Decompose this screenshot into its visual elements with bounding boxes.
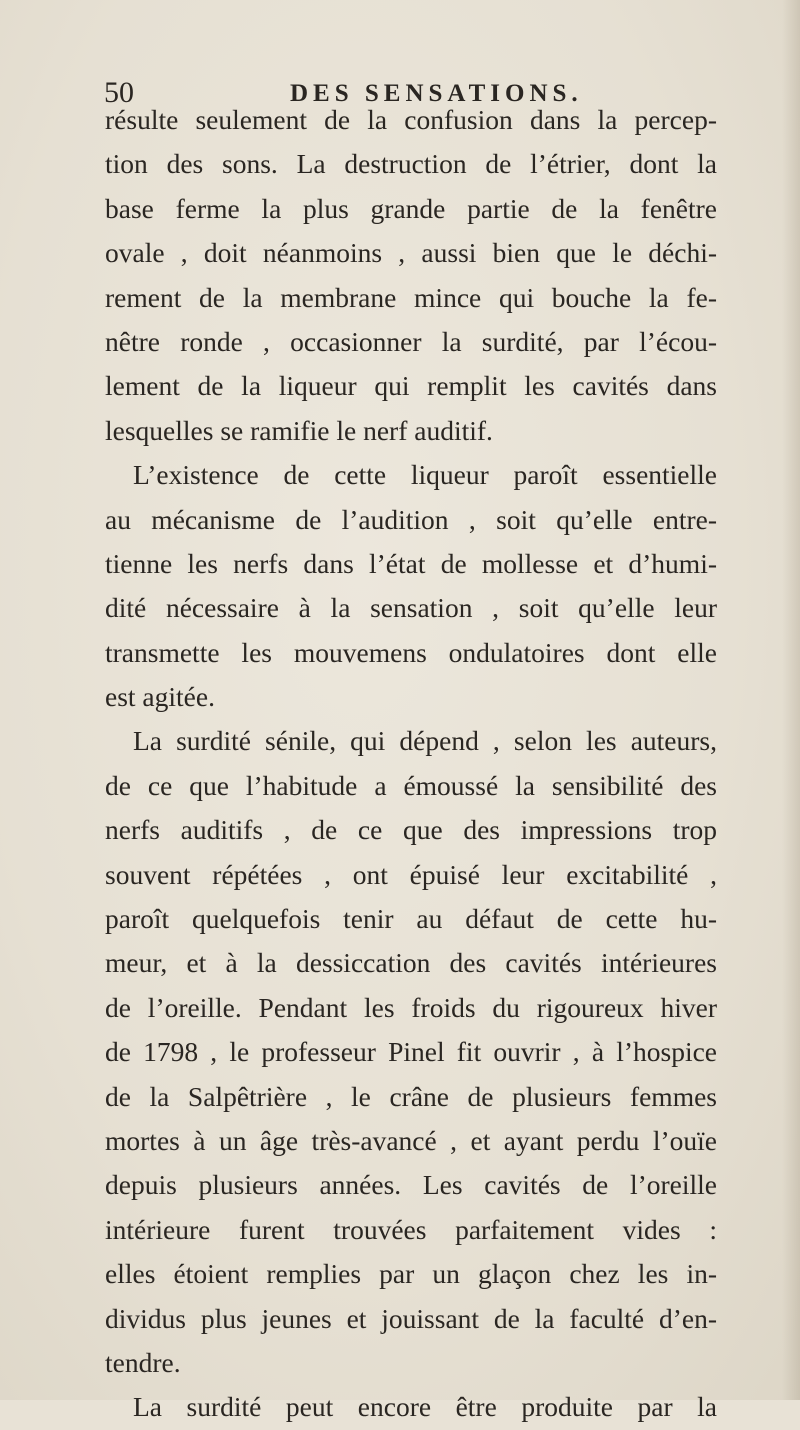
text-line: résulte seulement de la confusion dans la percep- bbox=[105, 104, 717, 135]
text-line: lesquelles se ramifie le nerf auditif. bbox=[105, 414, 493, 446]
text-line: intérieure furent trouvées parfaitement vides : bbox=[105, 1213, 717, 1245]
text-line: mortes à un âge très-avancé , et ayant perdu l’ouïe bbox=[105, 1124, 717, 1156]
page-edge-shadow bbox=[782, 0, 800, 1400]
text-line: de l’oreille. Pendant les froids du rigoureux hiver bbox=[105, 991, 717, 1023]
text-line: est agitée. bbox=[105, 681, 215, 713]
text-line: tion des sons. La destruction de l’étrier, dont la bbox=[105, 148, 717, 180]
text-line: transmette les mouvemens ondulatoires dont elle bbox=[105, 636, 717, 668]
text-line: de ce que l’habitude a émoussé la sensibilité des bbox=[105, 769, 717, 801]
page-number: 50 bbox=[104, 76, 134, 109]
text-line: meur, et à la dessiccation des cavités intérieures bbox=[105, 947, 717, 979]
text-line: elles étoient remplies par un glaçon chez les in- bbox=[105, 1258, 717, 1290]
paragraph-start-line: La surdité peut encore être produite par la bbox=[133, 1391, 717, 1423]
text-line: tendre. bbox=[105, 1346, 181, 1378]
text-line: paroît quelquefois tenir au défaut de cette hu- bbox=[105, 903, 717, 935]
running-title: DES SENSATIONS. bbox=[290, 80, 583, 107]
text-line: tienne les nerfs dans l’état de mollesse et d’humi- bbox=[105, 547, 717, 579]
text-line: dité nécessaire à la sensation , soit qu’elle leur bbox=[105, 592, 717, 624]
text-line: nêtre ronde , occasionner la surdité, par l’écou- bbox=[105, 325, 717, 357]
paragraph-start-line: L’existence de cette liqueur paroît essentielle bbox=[133, 459, 717, 491]
text-line: rement de la membrane mince qui bouche la fe- bbox=[105, 281, 717, 313]
paragraph-start-line: La surdité sénile, qui dépend , selon les auteurs, bbox=[133, 725, 717, 757]
text-line: souvent répétées , ont épuisé leur excitabilité , bbox=[105, 858, 717, 890]
text-line: nerfs auditifs , de ce que des impressions trop bbox=[105, 814, 717, 846]
text-line: lement de la liqueur qui remplit les cavités dans bbox=[105, 370, 717, 402]
text-line: de la Salpêtrière , le crâne de plusieurs femmes bbox=[105, 1080, 717, 1112]
text-line: base ferme la plus grande partie de la fenêtre bbox=[105, 192, 717, 224]
text-line: dividus plus jeunes et jouissant de la faculté d’en- bbox=[105, 1302, 717, 1334]
body-text bbox=[105, 98, 717, 1430]
text-line: depuis plusieurs années. Les cavités de l’oreille bbox=[105, 1169, 717, 1201]
text-line: au mécanisme de l’audition , soit qu’elle entre- bbox=[105, 503, 717, 535]
text-line: ovale , doit néanmoins , aussi bien que le déchi- bbox=[105, 237, 717, 269]
text-line: de 1798 , le professeur Pinel fit ouvrir , à l’hospice bbox=[105, 1036, 717, 1068]
